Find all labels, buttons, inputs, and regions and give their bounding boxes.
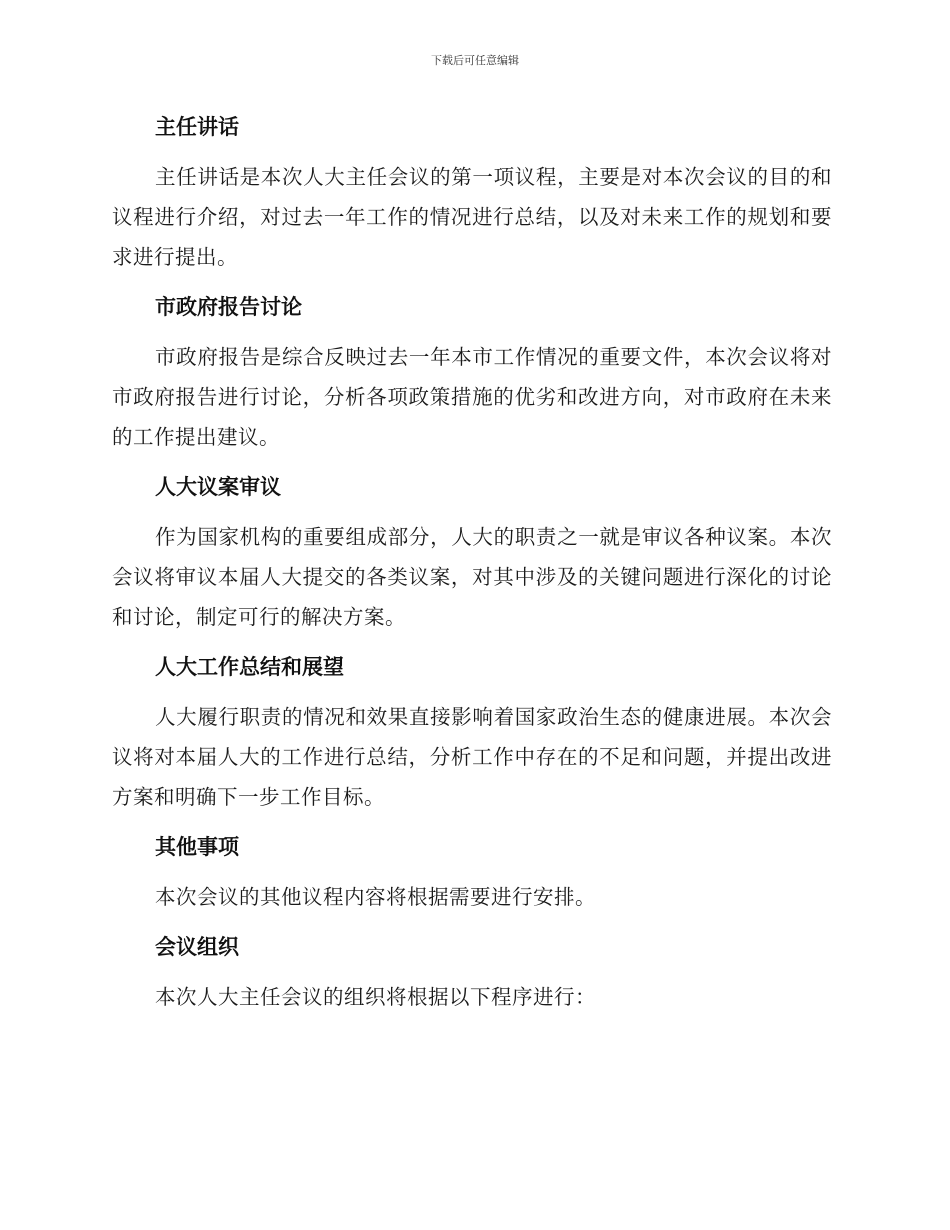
section-heading: 会议组织: [155, 935, 239, 959]
section-work-summary: [112, 649, 832, 817]
section-heading: 人大工作总结和展望: [155, 655, 344, 679]
section-government-report: [112, 289, 832, 457]
section-paragraph: 本次人大主任会议的组织将根据以下程序进行：: [155, 985, 596, 1009]
section-paragraph: 主任讲话是本次人大主任会议的第一项议程，主要是对本次会议的目的和议程进行介绍，对过去一年工作的情况进行总结，以及对未来工作的规划和要求进行提出。: [112, 165, 832, 269]
section-other-matters: [112, 829, 832, 917]
section-chair-speech: [112, 109, 832, 277]
section-paragraph: 本次会议的其他议程内容将根据需要进行安排。: [155, 885, 596, 909]
section-heading: 主任讲话: [155, 115, 239, 139]
section-paragraph: 人大履行职责的情况和效果直接影响着国家政治生态的健康进展。本次会议将对本届人大的工作进行总结，分析工作中存在的不足和问题，并提出改进方案和明确下一步工作目标。: [112, 705, 832, 809]
section-paragraph: 市政府报告是综合反映过去一年本市工作情况的重要文件，本次会议将对市政府报告进行讨论，分析各项政策措施的优劣和改进方向，对市政府在未来的工作提出建议。: [112, 345, 832, 449]
section-heading: 人大议案审议: [155, 475, 281, 499]
section-bill-review: [112, 469, 832, 637]
section-paragraph: 作为国家机构的重要组成部分，人大的职责之一就是审议各种议案。本次会议将审议本届人大提交的各类议案，对其中涉及的关键问题进行深化的讨论和讨论，制定可行的解决方案。: [112, 525, 832, 629]
section-heading: 市政府报告讨论: [155, 295, 302, 319]
section-meeting-organization: [112, 929, 832, 1017]
section-heading: 其他事项: [155, 835, 239, 859]
document-body: [112, 109, 832, 1029]
page-header: 下载后可任意编辑: [431, 54, 519, 67]
